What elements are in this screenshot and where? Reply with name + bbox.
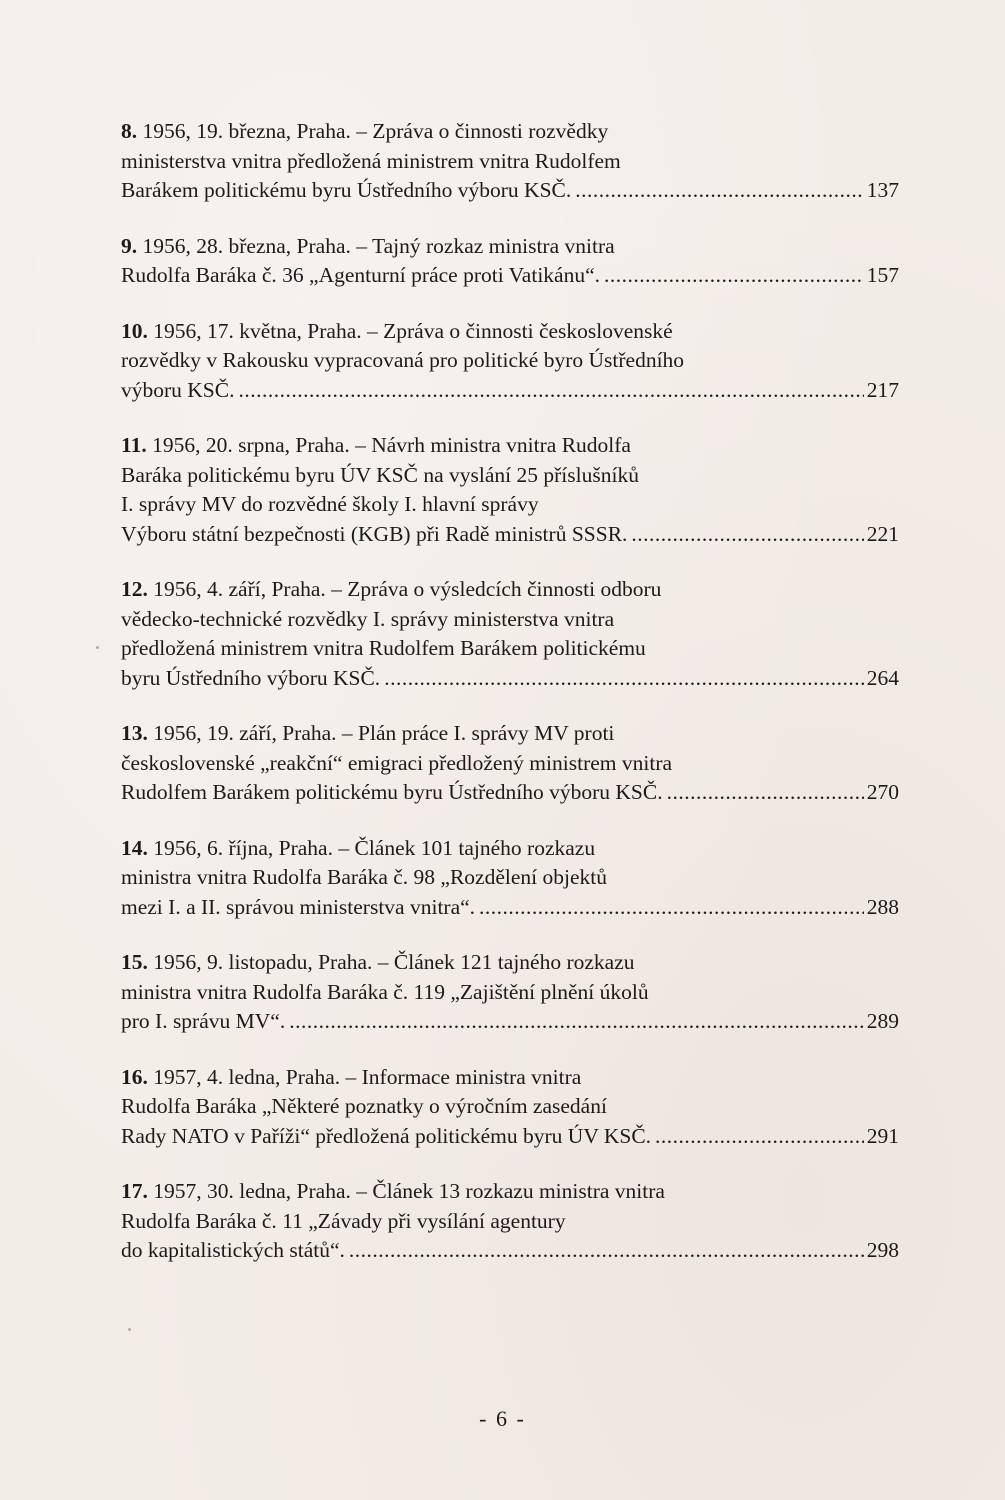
entry-line: Rudolfa Baráka č. 11 „Závady při vysílání agentury xyxy=(121,1208,566,1233)
entry-last-line xyxy=(121,261,899,291)
entry-number: 13. xyxy=(121,721,148,745)
entry-text: 1957, 4. ledna, Praha. – Informace ministra vnitra xyxy=(147,1064,582,1089)
entry-page-reference: 221 xyxy=(866,521,899,546)
page-number: - 6 - xyxy=(479,1406,526,1431)
entry-line: předložená ministrem vnitra Rudolfem Barákem politickému xyxy=(121,636,646,660)
entry-line xyxy=(121,1063,899,1093)
entry-number: 16. xyxy=(121,1064,148,1089)
toc-entry-12 xyxy=(121,575,899,693)
toc-entry-8 xyxy=(121,117,899,206)
entry-last-line xyxy=(121,1007,899,1037)
entry-text: 1956, 17. května, Praha. – Zpráva o činnosti československé xyxy=(147,318,673,343)
entry-line xyxy=(121,948,899,978)
dot-leader xyxy=(384,664,864,694)
dot-leader xyxy=(631,520,863,550)
entry-text: 1957, 30. ledna, Praha. – Článek 13 rozkazu ministra vnitra xyxy=(147,1179,665,1203)
entry-page-reference: 288 xyxy=(866,894,899,919)
entry-text: 1956, 19. září, Praha. – Plán práce I. správy MV proti xyxy=(147,721,615,745)
entry-text: 1956, 20. srpna, Praha. – Návrh ministra vnitra Rudolfa xyxy=(146,433,631,457)
entry-text: 1956, 6. října, Praha. – Článek 101 tajného rozkazu xyxy=(147,835,596,860)
entry-text: Rudolfem Barákem politickému byru Ústředního výboru KSČ. xyxy=(121,780,663,804)
entry-last-line xyxy=(121,520,899,550)
entry-text: výboru KSČ. xyxy=(121,377,235,402)
entry-last-line xyxy=(121,1122,899,1152)
entry-text: 1956, 28. března, Praha. – Tajný rozkaz ministra vnitra xyxy=(137,233,615,258)
entry-number: 8. xyxy=(121,119,138,143)
toc-entry-13 xyxy=(121,719,899,808)
entry-number: 11. xyxy=(121,433,147,457)
toc-entry-16 xyxy=(121,1063,899,1152)
entry-line xyxy=(121,719,899,749)
entry-line: rozvědky v Rakousku vypracovaná pro politické byro Ústředního xyxy=(121,348,685,372)
dot-leader xyxy=(575,176,864,206)
entry-number: 10. xyxy=(121,318,148,343)
entry-line: ministra vnitra Rudolfa Baráka č. 98 „Rozdělení objektů xyxy=(121,865,607,889)
entry-number: 12. xyxy=(121,577,148,601)
entry-text: mezi I. a II. správou ministerstva vnitra“. xyxy=(121,894,476,919)
paper-speck xyxy=(128,1328,131,1331)
toc-entry-17 xyxy=(121,1177,899,1266)
entry-line: ministerstva vnitra předložená ministrem vnitra Rudolfem xyxy=(121,148,621,173)
entry-number: 15. xyxy=(121,950,148,974)
entry-page-reference: 157 xyxy=(866,263,899,287)
entry-line xyxy=(121,317,899,347)
toc-entry-9 xyxy=(121,232,899,291)
entry-text: Rady NATO v Paříži“ předložená politickému byru ÚV KSČ. xyxy=(121,1123,652,1148)
entry-line xyxy=(121,232,899,262)
entry-line xyxy=(121,117,899,147)
entry-text: Výboru státní bezpečnosti (KGB) při Radě ministrů SSSR. xyxy=(121,521,628,546)
dot-leader xyxy=(289,1007,864,1037)
dot-leader xyxy=(667,778,864,808)
dot-leader xyxy=(655,1122,864,1152)
entry-line xyxy=(121,834,899,864)
entry-text: Barákem politickému byru Ústředního výboru KSČ. xyxy=(121,178,572,202)
entry-line xyxy=(121,1177,899,1207)
entry-number: 14. xyxy=(121,835,148,860)
dot-leader xyxy=(238,376,863,406)
entry-last-line xyxy=(121,893,899,923)
entry-text: 1956, 4. září, Praha. – Zpráva o výsledcích činnosti odboru xyxy=(147,577,662,601)
entry-last-line xyxy=(121,376,899,406)
entry-line: Rudolfa Baráka „Některé poznatky o výročním zasedání xyxy=(121,1094,607,1118)
entry-page-reference: 137 xyxy=(866,178,899,202)
dot-leader xyxy=(479,893,864,923)
entry-page-reference: 291 xyxy=(866,1123,899,1148)
entry-last-line xyxy=(121,778,899,808)
entry-number: 9. xyxy=(121,233,138,258)
entry-line: vědecko-technické rozvědky I. správy ministerstva vnitra xyxy=(121,606,615,631)
dot-leader xyxy=(349,1236,864,1266)
entry-number: 17. xyxy=(121,1179,148,1203)
entry-text: 1956, 9. listopadu, Praha. – Článek 121 tajného rozkazu xyxy=(147,950,635,974)
entry-last-line xyxy=(121,176,899,206)
entry-text: byru Ústředního výboru KSČ. xyxy=(121,665,381,690)
toc-entry-15 xyxy=(121,948,899,1037)
entry-line: Baráka politickému byru ÚV KSČ na vyslání 25 příslušníků xyxy=(121,462,639,487)
table-of-contents xyxy=(121,117,899,1292)
entry-line xyxy=(121,431,899,461)
dot-leader xyxy=(604,261,864,291)
entry-line: I. správy MV do rozvědné školy I. hlavní správy xyxy=(121,492,539,516)
entry-line: československé „reakční“ emigraci předložený ministrem vnitra xyxy=(121,750,673,775)
entry-line xyxy=(121,575,899,605)
entry-line: ministra vnitra Rudolfa Baráka č. 119 „Zajištění plnění úkolů xyxy=(121,979,649,1004)
toc-entry-10 xyxy=(121,317,899,406)
toc-entry-14 xyxy=(121,834,899,923)
entry-last-line xyxy=(121,664,899,694)
entry-last-line xyxy=(121,1236,899,1266)
entry-page-reference: 298 xyxy=(866,1238,899,1262)
entry-text: Rudolfa Baráka č. 36 „Agenturní práce proti Vatikánu“. xyxy=(121,263,601,287)
entry-text: 1956, 19. března, Praha. – Zpráva o činnosti rozvědky xyxy=(137,119,609,143)
entry-page-reference: 270 xyxy=(866,780,899,804)
toc-entry-11 xyxy=(121,431,899,549)
paper-speck xyxy=(96,646,99,649)
entry-text: pro I. správu MV“. xyxy=(121,1009,286,1033)
entry-page-reference: 289 xyxy=(866,1009,899,1033)
entry-page-reference: 217 xyxy=(866,377,899,402)
entry-page-reference: 264 xyxy=(866,665,899,690)
entry-text: do kapitalistických států“. xyxy=(121,1238,345,1262)
